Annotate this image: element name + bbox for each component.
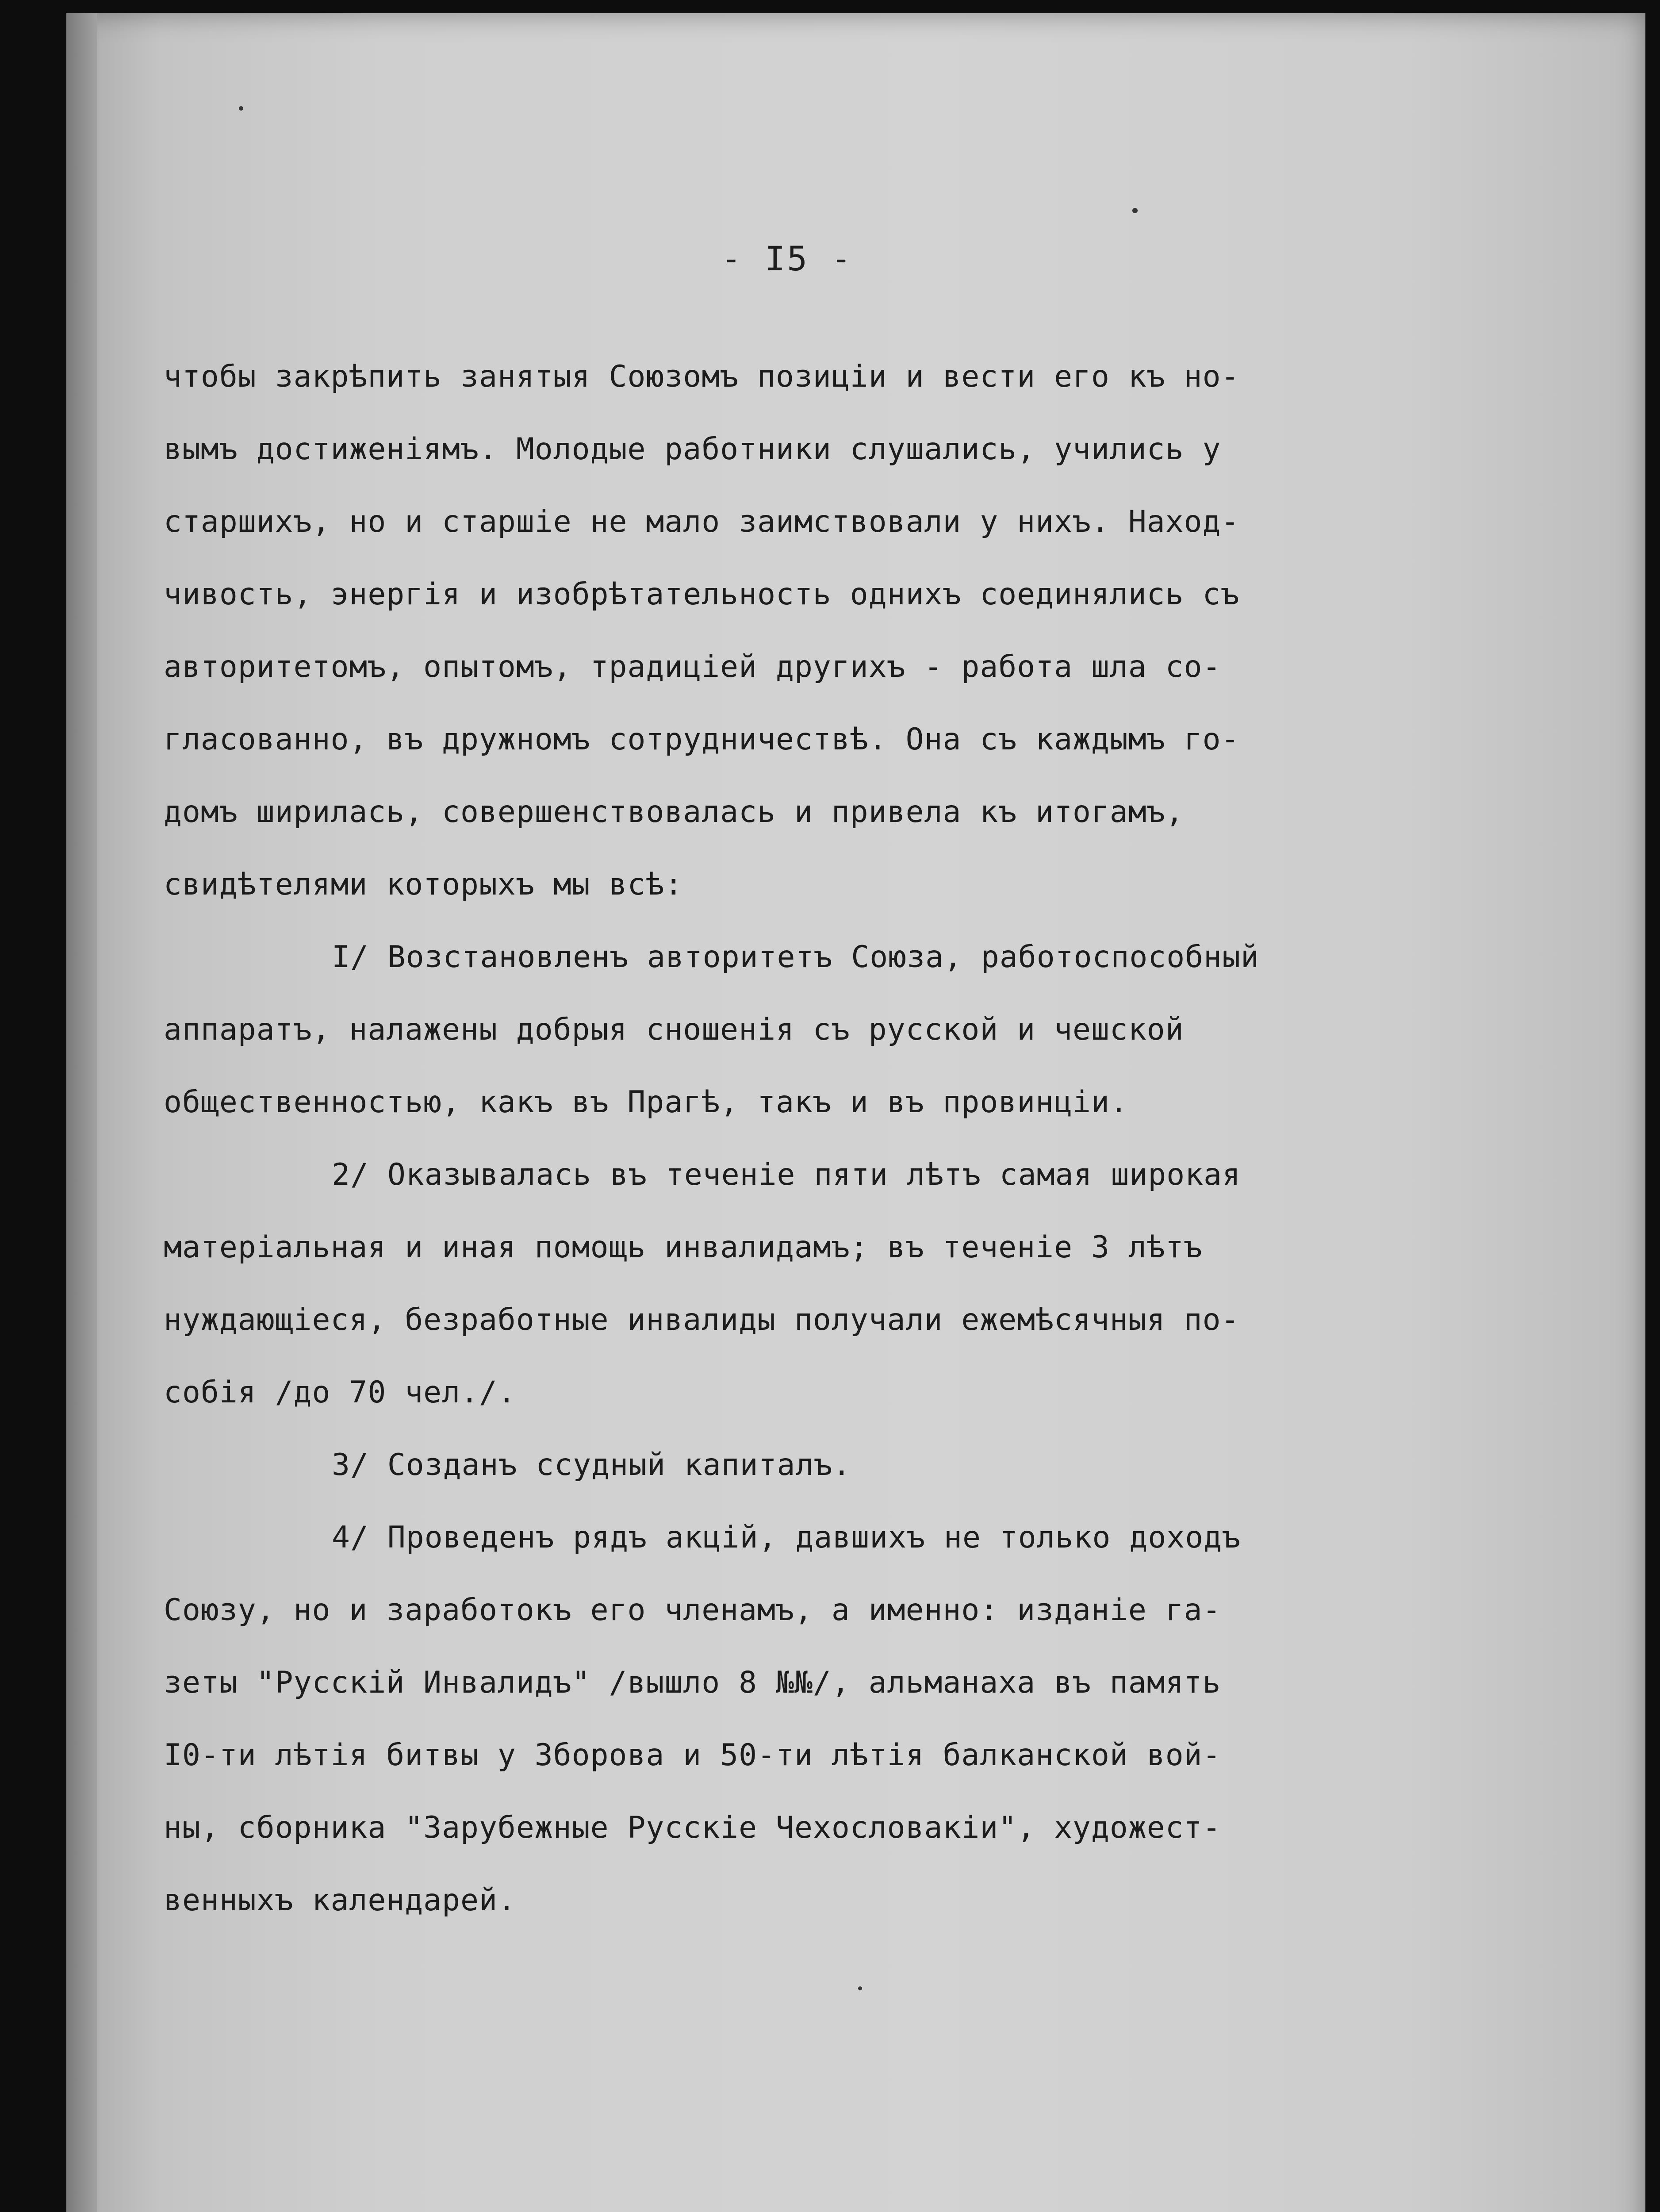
- list-item-line: I/ Возстановленъ авторитетъ Союза, работоспособный: [332, 940, 1259, 975]
- dust-speck: [239, 106, 243, 111]
- text-line: венныхъ календарей.: [164, 1883, 516, 1918]
- text-line: чтобы закрѣпить занятыя Союзомъ позиціи и вести его къ но-: [164, 359, 1240, 394]
- page-edge-shadow: [66, 13, 97, 2212]
- list-item-line: 4/ Проведенъ рядъ акцій, давшихъ не только доходъ: [332, 1520, 1241, 1555]
- text-line: нуждающіеся, безработные инвалиды получали ежемѣсячныя по-: [164, 1302, 1240, 1337]
- text-line: Союзу, но и заработокъ его членамъ, а именно: изданіе га-: [164, 1593, 1221, 1628]
- text-line: собія /до 70 чел./.: [164, 1375, 516, 1410]
- text-line: аппаратъ, налажены добрыя сношенія съ русской и чешской: [164, 1012, 1184, 1047]
- text-line: матеріальная и иная помощь инвалидамъ; въ теченіе 3 лѣтъ: [164, 1230, 1203, 1265]
- text-line: свидѣтелями которыхъ мы всѣ:: [164, 867, 683, 902]
- page-number: - I5 -: [721, 239, 853, 278]
- typewritten-body: [164, 341, 1384, 1937]
- text-line: чивость, энергія и изобрѣтательность однихъ соединялись съ: [164, 577, 1240, 612]
- dust-speck: [858, 1986, 862, 1990]
- text-line: старшихъ, но и старшіе не мало заимствовали у нихъ. Наход-: [164, 504, 1240, 539]
- text-line: ны, сборника "Зарубежные Русскіе Чехословакіи", художест-: [164, 1810, 1221, 1845]
- text-line: зеты "Русскій Инвалидъ" /вышло 8 №№/, альманаха въ память: [164, 1665, 1221, 1700]
- dust-speck: [1132, 208, 1138, 213]
- text-line: общественностью, какъ въ Прагѣ, такъ и въ провинціи.: [164, 1085, 1128, 1120]
- text-line: I0-ти лѣтія битвы у Зборова и 50-ти лѣтія балканской вой-: [164, 1738, 1221, 1773]
- list-item-line: 2/ Оказывалась въ теченіе пяти лѣтъ самая широкая: [332, 1157, 1241, 1192]
- text-line: вымъ достиженіямъ. Молодые работники слушались, учились у: [164, 432, 1221, 467]
- text-line: гласованно, въ дружномъ сотрудничествѣ. Она съ каждымъ го-: [164, 722, 1240, 757]
- list-item-line: 3/ Созданъ ссудный капиталъ.: [332, 1448, 851, 1482]
- text-line: авторитетомъ, опытомъ, традиціей другихъ - работа шла со-: [164, 649, 1221, 684]
- text-line: домъ ширилась, совершенствовалась и привела къ итогамъ,: [164, 795, 1184, 830]
